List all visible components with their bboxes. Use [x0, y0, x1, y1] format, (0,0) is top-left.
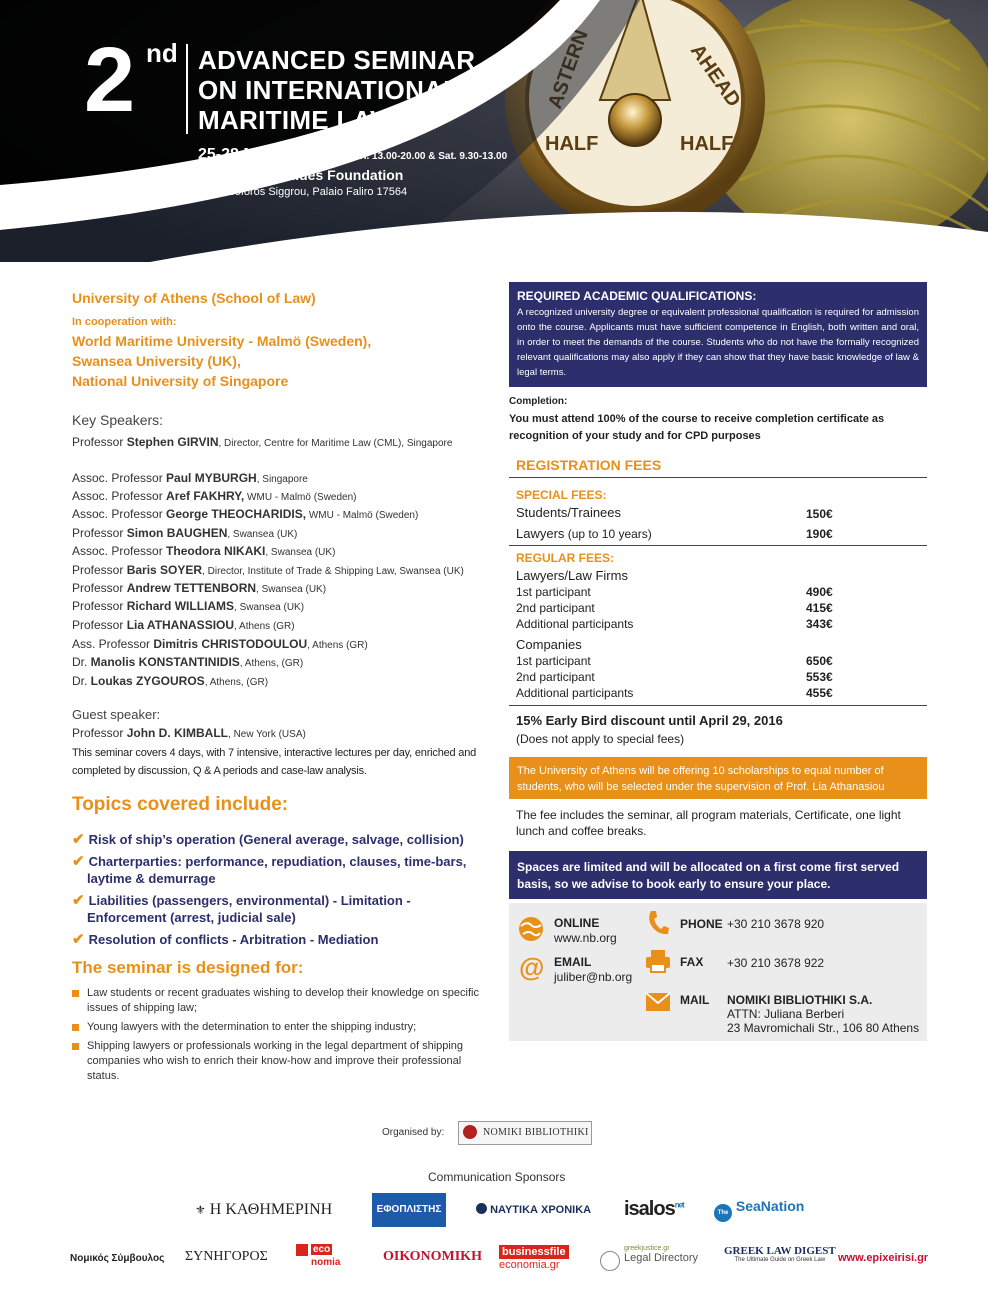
audience-text: Law students or recent graduates wishing to develop their knowledge on specific issues of shipping law;	[87, 987, 479, 1014]
bullet-square-icon	[72, 1043, 79, 1050]
fee-row-label: 2nd participant	[516, 670, 595, 684]
audience-item	[72, 1039, 490, 1084]
speaker-row	[72, 506, 492, 524]
speaker-title: Assoc. Professor	[72, 471, 167, 485]
fee-row-label: Additional participants	[516, 617, 634, 631]
session-times: Wed.-Fri. 13.00-20.00 & Sat. 9.30-13.00	[326, 151, 508, 162]
topic-text: laytime & demurrage	[87, 871, 216, 886]
speaker-affiliation: , New York (USA)	[228, 729, 306, 740]
title-divider	[186, 44, 188, 134]
lawyers-note: (up to 10 years)	[564, 527, 652, 541]
speaker-title: Dr.	[72, 655, 91, 669]
sponsors-heading: Communication Sponsors	[428, 1170, 566, 1184]
sponsor-synigoros: ΣΥΝΗΓΟΡΟΣ	[185, 1249, 268, 1264]
title-line-2: ON INTERNATIONAL	[198, 75, 460, 105]
checkmark-icon: ✔	[72, 931, 85, 948]
companies-heading: Companies	[516, 637, 582, 652]
speaker-name: Manolis KONSTANTINIDIS	[90, 655, 240, 669]
fee-row-value: 343€	[806, 617, 833, 631]
fees-divider-top	[509, 477, 927, 478]
sponsor-efoplistis: ΕΦΟΠΛΙΣΤΗΣ	[372, 1193, 446, 1227]
qualifications-box	[509, 282, 927, 387]
title-line-1: ADVANCED SEMINAR	[198, 45, 476, 75]
speaker-row	[72, 673, 492, 691]
online-link[interactable]: www.nb.org	[554, 931, 617, 945]
speaker-name: Baris SOYER	[126, 563, 203, 577]
topic-item	[72, 853, 492, 887]
svg-text:HALF: HALF	[545, 133, 599, 155]
registration-fees-heading: REGISTRATION FEES	[516, 457, 662, 473]
edition-number: 2	[84, 29, 132, 131]
checkmark-icon: ✔	[72, 853, 85, 870]
header-banner	[0, 0, 988, 262]
topics-heading: Topics covered include:	[72, 794, 289, 815]
seminar-summary: This seminar covers 4 days, with 7 intensive, interactive lectures per day, enriched and completed by discussion, Q & A periods and case-law analysis.	[72, 747, 477, 777]
mail-label: MAIL	[680, 993, 710, 1007]
regular-fees-label: REGULAR FEES:	[516, 551, 615, 565]
fee-row-label: 2nd participant	[516, 601, 595, 615]
svg-text:AHEAD: AHEAD	[685, 40, 745, 112]
law-firms-heading: Lawyers/Law Firms	[516, 568, 628, 583]
speaker-affiliation: , Director, Institute of Trade & Shipping Law, Swansea (UK)	[202, 566, 464, 577]
bullet-square-icon	[72, 1024, 79, 1031]
topic-text: Risk of ship’s operation (General average, salvage, collision)	[88, 832, 464, 847]
speaker-title: Professor	[72, 618, 127, 632]
seanation-the: The	[714, 1204, 732, 1222]
greekjustice-domain: greekjustice.gr	[624, 1245, 670, 1252]
mail-attention: ATTN: Juliana Berberi	[727, 1007, 845, 1021]
email-label: EMAIL	[554, 955, 592, 969]
speaker-name: George THEOCHARIDIS,	[166, 507, 307, 521]
fee-row-value: 455€	[806, 686, 833, 700]
scholarship-text: The University of Athens will be offering 10 scholarships to equal number of students, who will be selected under the supervision of Prof. Lia Athanasiou	[517, 765, 885, 793]
speaker-affiliation: WMU - Malmö (Sweden)	[306, 510, 419, 521]
speaker-row	[72, 580, 492, 598]
audience-text: Young lawyers with the determination to enter the shipping industry;	[87, 1021, 417, 1033]
topic-item	[72, 892, 492, 926]
svg-text:HALF: HALF	[680, 133, 734, 155]
sponsor-isalos	[624, 1198, 684, 1221]
fee-row-label: 1st participant	[516, 654, 591, 668]
speaker-name: Paul MYBURGH	[166, 471, 257, 485]
sponsor-naftika-chronika	[476, 1203, 591, 1216]
sponsor-economia-publishing	[296, 1244, 354, 1272]
topic-text: Resolution of conflicts - Arbitration - Mediation	[88, 932, 379, 947]
speaker-name: Andrew TETTENBORN	[126, 581, 257, 595]
early-bird-offer: 15% Early Bird discount until April 29, 2016	[516, 713, 783, 728]
fee-row-value: 490€	[806, 585, 833, 599]
speaker-affiliation: , Swansea (UK)	[265, 547, 336, 558]
bullet-square-icon	[72, 990, 79, 997]
speaker-affiliation: WMU - Malmö (Sweden)	[244, 492, 357, 503]
speaker-affiliation: , Swansea (UK)	[234, 602, 305, 613]
speaker-row	[72, 562, 492, 580]
speaker-title: Professor	[72, 526, 127, 540]
checkmark-icon: ✔	[72, 892, 85, 909]
fee-row-label: Additional participants	[516, 686, 634, 700]
speaker-title: Dr.	[72, 674, 91, 688]
fee-row-value: 553€	[806, 670, 833, 684]
speaker-title: Professor	[72, 435, 127, 449]
topic-item	[72, 931, 492, 948]
topic-text: Enforcement (arrest, judicial sale)	[87, 910, 296, 925]
partner-swansea: Swansea University (UK),	[72, 353, 241, 369]
speaker-row	[72, 543, 492, 561]
fax-label: FAX	[680, 955, 704, 969]
speaker-name: Dimitris CHRISTODOULOU	[153, 637, 308, 651]
speaker-row	[72, 470, 492, 488]
speaker-title: Ass. Professor	[72, 637, 154, 651]
speaker-row	[72, 434, 462, 452]
speaker-name: John D. KIMBALL	[126, 726, 229, 740]
qualifications-text: A recognized university degree or equivalent professional qualification is required for admission onto the course. Applicants must have sufficient competence in English, both written and oral, in order to meet the demands of the course. Students who do not have the formally recognized relevant qualifications may also apply if they can show that they have basic knowledge of law & legal terms.	[517, 307, 919, 378]
sponsor-seanation	[714, 1198, 804, 1222]
topic-text: Charterparties: performance, repudiation, clauses, time-bars,	[88, 854, 467, 869]
spaces-text: Spaces are limited and will be allocated on a first come first served basis, so we advise to book early to ensure your place.	[517, 860, 900, 891]
sponsor-isalos-net: net	[674, 1200, 684, 1210]
fee-value-students: 150€	[806, 507, 833, 521]
fees-divider-bottom	[509, 705, 927, 706]
qualifications-title: REQUIRED ACADEMIC QUALIFICATIONS:	[517, 289, 757, 303]
at-sign-icon: @	[519, 952, 545, 982]
online-label: ONLINE	[554, 916, 600, 930]
university-name: University of Athens (School of Law)	[72, 290, 316, 306]
topic-text: Liabilities (passengers, environmental) - Limitation -	[88, 893, 411, 908]
audience-item	[72, 986, 490, 1016]
gld-tagline: The Ultimate Guide on Greek Law	[734, 1257, 826, 1263]
publisher-seal-icon	[463, 1125, 477, 1139]
speaker-title: Assoc. Professor	[72, 544, 167, 558]
fee-row-label: 1st participant	[516, 585, 591, 599]
speaker-affiliation: , Director, Centre for Maritime Law (CML), Singapore	[218, 438, 453, 449]
partner-nus: National University of Singapore	[72, 373, 289, 389]
sponsor-nomikos-symvoulos: Νομικός Σύμβουλος	[70, 1253, 165, 1264]
guest-speaker	[72, 725, 492, 743]
speaker-affiliation: , Swansea (UK)	[256, 584, 327, 595]
organiser-logo-text: NOMIKI BIBLIOTHIKI	[483, 1127, 589, 1138]
title-line-3: MARITIME LAW	[198, 105, 396, 135]
partner-wmu: World Maritime University - Malmö (Sweden),	[72, 333, 372, 349]
fee-label-lawyers	[516, 526, 652, 541]
sponsor-epixeirisi: www.epixeirisi.gr	[838, 1252, 929, 1264]
speaker-name: Lia ATHANASSIOU	[126, 618, 235, 632]
speaker-name: Simon BAUGHEN	[126, 526, 228, 540]
phone-label: PHONE	[680, 917, 723, 931]
globe-icon	[517, 915, 545, 943]
cooperation-label: In cooperation with:	[72, 316, 177, 328]
checkmark-icon: ✔	[72, 831, 85, 848]
speaker-affiliation: , Athens (GR)	[307, 640, 368, 651]
date-range: 25-28 May, 2016,	[198, 146, 323, 163]
businessfile-text: businessfile	[499, 1245, 569, 1259]
spaces-banner	[509, 851, 927, 899]
early-bird-note: (Does not apply to special fees)	[516, 732, 685, 746]
speaker-name: Aref FAKHRY,	[166, 489, 245, 503]
speaker-row	[72, 617, 492, 635]
speaker-title: Professor	[72, 581, 127, 595]
fax-icon	[645, 949, 671, 973]
sponsor-greekjustice	[624, 1245, 698, 1264]
speaker-row	[72, 525, 492, 543]
fee-label-students: Students/Trainees	[516, 505, 622, 520]
completion-text: You must attend 100% of the course to receive completion certificate as recognition of your study and for CPD purposes	[509, 413, 885, 442]
contact-panel	[509, 903, 927, 1041]
special-fees-label: SPECIAL FEES:	[516, 488, 607, 502]
scales-icon	[600, 1251, 620, 1271]
economia-eco: eco	[313, 1244, 331, 1255]
sponsor-greek-law-digest	[724, 1245, 836, 1263]
economia-nomia: nomia	[311, 1257, 341, 1268]
venue: Athens, Evgenides Foundation	[198, 167, 404, 183]
speaker-title: Assoc. Professor	[72, 507, 167, 521]
speaker-title: Professor	[72, 563, 127, 577]
greekjustice-title: Legal Directory	[624, 1252, 698, 1264]
speaker-name: Richard WILLIAMS	[126, 599, 235, 613]
edition-suffix: nd	[146, 38, 178, 68]
fees-divider-mid	[509, 545, 927, 546]
sponsor-kathimerini: ⚜ Η ΚΑΘΗΜΕΡΙΝΗ	[195, 1201, 333, 1218]
sponsor-oikonomiki: ΟΙΚΟΝΟΜΙΚΗ	[383, 1249, 482, 1264]
speaker-row	[72, 488, 492, 506]
sponsor-businessfile	[499, 1245, 569, 1271]
mail-street: 23 Mavromichali Str., 106 80 Athens	[727, 1021, 920, 1035]
lawyers-label: Lawyers	[516, 526, 565, 541]
envelope-icon	[645, 992, 671, 1012]
mail-company: NOMIKI BIBLIOTHIKI S.A.	[727, 993, 873, 1007]
phone-number[interactable]: +30 210 3678 920	[727, 917, 825, 931]
sponsor-naftika-text: ΝΑΥΤΙΚΑ ΧΡΟΝΙΚΑ	[490, 1204, 592, 1216]
speaker-affiliation: , Singapore	[256, 474, 308, 485]
speaker-affiliation: , Athens (GR)	[234, 621, 295, 632]
email-link[interactable]: juliber@nb.org	[554, 970, 633, 984]
sponsor-isalos-text: isalos	[624, 1198, 675, 1220]
audience-item	[72, 1020, 490, 1035]
seminar-dates	[198, 146, 507, 164]
speaker-title: Professor	[72, 599, 127, 613]
completion-title: Completion:	[509, 396, 568, 407]
speaker-row	[72, 636, 492, 654]
speaker-name: Stephen GIRVIN	[126, 435, 219, 449]
topic-item	[72, 831, 492, 848]
speaker-affiliation: , Swansea (UK)	[227, 529, 298, 540]
speaker-row	[72, 654, 492, 672]
speaker-name: Theodora NIKAKI	[166, 544, 266, 558]
speaker-name: Loukas ZYGOUROS	[90, 674, 205, 688]
fax-number: +30 210 3678 922	[727, 956, 825, 970]
speaker-affiliation: , Athens, (GR)	[239, 658, 304, 669]
organised-by-label: Organised by:	[382, 1127, 445, 1138]
speaker-title: Professor	[72, 726, 127, 740]
key-speakers-heading: Key Speakers:	[72, 412, 164, 428]
fee-row-value: 415€	[806, 601, 833, 615]
speaker-row	[72, 598, 492, 616]
scholarship-banner	[509, 757, 927, 799]
phone-icon	[646, 909, 670, 937]
fee-row-value: 650€	[806, 654, 833, 668]
fee-includes: The fee includes the seminar, all program materials, Certificate, one light lunch and coffee breaks.	[516, 808, 901, 838]
speaker-title: Assoc. Professor	[72, 489, 167, 503]
seanation-text: SeaNation	[735, 1198, 805, 1214]
businessfile-domain: economia.gr	[499, 1259, 560, 1271]
gld-title: GREEK LAW DIGEST	[724, 1245, 836, 1257]
fee-value-lawyers: 190€	[806, 527, 833, 541]
audience-text: Shipping lawyers or professionals working in the legal department of shipping companies who wish to enrich their know-how and improve their professional status.	[87, 1040, 464, 1082]
designed-for-heading: The seminar is designed for:	[72, 958, 304, 977]
venue-address: 379, Leoforos Siggrou, Palaio Faliro 17564	[198, 186, 408, 198]
speaker-affiliation: , Athens, (GR)	[204, 677, 269, 688]
guest-speaker-heading: Guest speaker:	[72, 707, 161, 722]
nomiki-bibliothiki-logo	[458, 1121, 592, 1145]
sponsor-kathimerini-text: Η ΚΑΘΗΜΕΡΙΝΗ	[209, 1201, 333, 1218]
